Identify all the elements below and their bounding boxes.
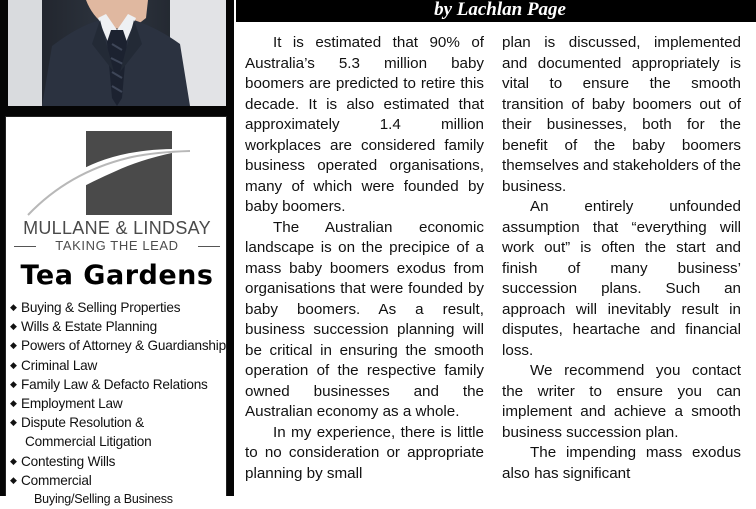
bullet-icon: ◆ — [10, 378, 17, 389]
service-item: ◆ Contesting Wills — [10, 452, 224, 471]
firm-name: MULLANE & LINDSAY — [23, 218, 211, 238]
service-item: ◆ Criminal Law — [10, 356, 224, 375]
service-item: ◆ Dispute Resolution & Commercial Litigation — [10, 413, 224, 451]
article-column-1 — [245, 33, 484, 496]
article-byline: by Lachlan Page — [434, 0, 566, 20]
bullet-icon: ◆ — [10, 417, 17, 428]
bullet-icon: ◆ — [10, 474, 17, 485]
article-paragraph: In my experience, there is little to no consideration or appropriate planning by small — [245, 423, 484, 482]
sidebar — [0, 0, 234, 507]
article-paragraph: It is estimated that 90% of Australia’s 5.3 million baby boomers are predicted to retire this decade. It is also estimated that approximately 1.4 million workplaces are considered family business operated organisations, many of which were founded by baby boomers. — [245, 34, 484, 215]
service-item: ◆ Powers of Attorney & Guardianship — [10, 336, 224, 355]
article-paragraph: We recommend you contact the writer to ensure you can implement and achieve a smooth business succession plan. — [502, 362, 741, 441]
service-item-continuation: Commercial Litigation — [25, 434, 152, 450]
services-list — [10, 298, 224, 509]
office-location: Tea Gardens — [20, 260, 214, 291]
bullet-icon: ◆ — [10, 321, 17, 332]
service-item: ◆ Buying & Selling Properties — [10, 298, 224, 317]
firm-tagline: TAKING THE LEAD — [55, 238, 179, 253]
service-item: ◆ Employment Law — [10, 394, 224, 413]
author-photo — [8, 0, 226, 106]
service-item: ◆ Family Law & Defacto Relations — [10, 375, 224, 394]
article-paragraph: plan is discussed, implemented and documented appropriately is vital to ensure the smooth transition of baby boomers out of their businesses, both for the benefit of the baby boomers themselves and stakeholders of the business. — [502, 34, 741, 195]
article-paragraph: An entirely unfounded assumption that “everything will work out” is often the start and finish of many business’ succession plans. Such an approach will inevitably result in disputes, heartache and financial loss. — [502, 198, 741, 359]
law-firm-advertisement — [5, 116, 227, 507]
service-item: ◆ Commercial — [10, 471, 224, 490]
service-subitem: Buying/Selling a Business — [34, 492, 173, 507]
byline-bar — [236, 0, 756, 22]
article-paragraph: The impending mass exodus also has significant — [502, 444, 741, 482]
bullet-icon: ◆ — [10, 359, 17, 370]
service-item: ◆ Wills & Estate Planning — [10, 317, 224, 336]
bullet-icon: ◆ — [10, 302, 17, 312]
firm-logo — [6, 131, 228, 217]
bullet-icon: ◆ — [10, 455, 17, 466]
bullet-icon: ◆ — [10, 398, 17, 409]
article-column-2 — [502, 33, 741, 496]
bullet-icon: ◆ — [10, 340, 17, 351]
firm-tagline-row — [14, 239, 220, 253]
article-paragraph: The Australian economic landscape is on the precipice of a mass baby boomers exodus from organisations that were founded by baby boomers. As a result, business succession planning will be critical in ensuring the smooth operation of the respective family owned businesses and the Australian economy as a whole. — [245, 218, 484, 420]
